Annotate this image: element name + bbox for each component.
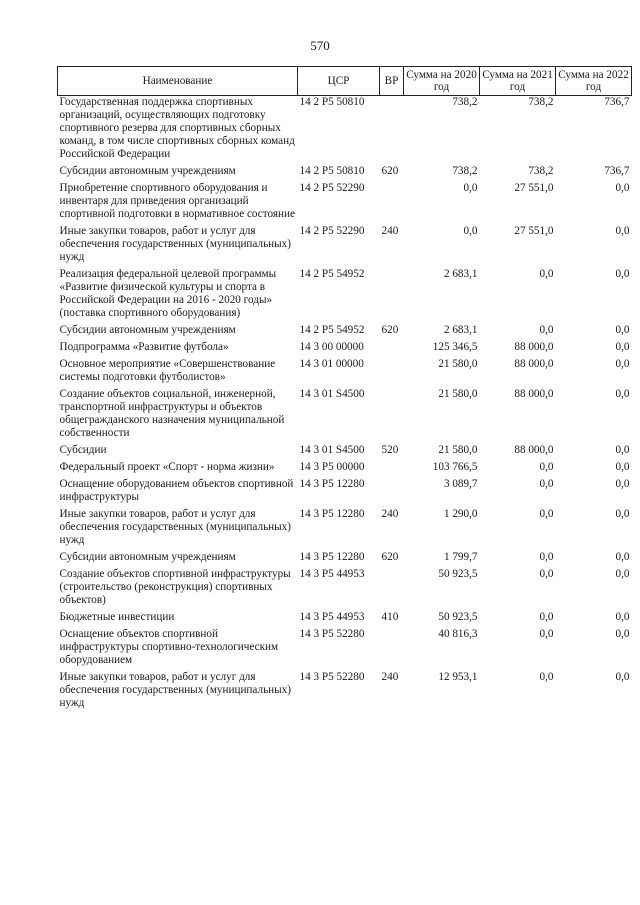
row-name: Оснащение объектов спортивной инфраструктуры спортивно-технологическим оборудованием	[59, 628, 279, 666]
row-vr: 240	[381, 508, 399, 520]
row-csr: 14 3 P5 52280	[299, 628, 365, 640]
row-vr: 520	[381, 444, 399, 456]
row-sum-2021: 88 000,0	[514, 388, 554, 400]
row-vr: 620	[381, 324, 399, 336]
row-csr: 14 3 P5 44953	[299, 611, 365, 623]
row-sum-2021: 0,0	[539, 461, 554, 473]
row-sum-2021: 88 000,0	[514, 358, 554, 370]
row-csr: 14 3 00 00000	[299, 341, 364, 353]
table-row	[58, 671, 632, 714]
row-sum-2021: 0,0	[539, 324, 554, 336]
row-sum-2020: 50 923,5	[438, 611, 478, 623]
row-csr: 14 3 P5 12280	[299, 508, 365, 520]
table-body	[58, 96, 632, 715]
table-header-row	[58, 67, 632, 96]
row-name: Подпрограмма «Развитие футбола»	[59, 341, 229, 353]
row-sum-2022: 0,0	[615, 444, 630, 456]
row-sum-2021: 738,2	[528, 165, 554, 177]
row-sum-2021: 0,0	[539, 508, 554, 520]
table-row	[58, 444, 632, 461]
table-row	[58, 358, 632, 388]
row-sum-2021: 738,2	[528, 96, 554, 108]
row-sum-2022: 0,0	[615, 508, 630, 520]
table-row	[58, 96, 632, 166]
row-sum-2020: 21 580,0	[438, 444, 478, 456]
row-name: Создание объектов спортивной инфраструктуры (строительство (реконструкция) спортивных объектов)	[59, 568, 291, 606]
row-name: Субсидии автономным учреждениям	[59, 165, 236, 177]
row-vr	[380, 628, 404, 671]
row-sum-2020: 0,0	[463, 225, 478, 237]
table-row	[58, 388, 632, 444]
row-name: Субсидии автономным учреждениям	[59, 551, 236, 563]
row-sum-2022: 0,0	[615, 324, 630, 336]
row-sum-2022: 0,0	[615, 628, 630, 640]
row-sum-2021: 0,0	[539, 551, 554, 563]
row-vr	[380, 388, 404, 444]
row-sum-2020: 738,2	[452, 96, 478, 108]
row-sum-2022: 0,0	[615, 478, 630, 490]
table-row	[58, 324, 632, 341]
row-csr: 14 2 P5 52290	[299, 225, 365, 237]
table-row	[58, 225, 632, 268]
row-csr: 14 3 01 S4500	[299, 388, 365, 400]
row-sum-2022: 0,0	[615, 341, 630, 353]
row-sum-2021: 0,0	[539, 671, 554, 683]
row-sum-2020: 0,0	[463, 182, 478, 194]
row-vr: 620	[381, 551, 399, 563]
header-csr: ЦСР	[298, 67, 380, 96]
row-sum-2020: 40 816,3	[438, 628, 478, 640]
row-csr: 14 3 P5 52280	[299, 671, 365, 683]
row-vr: 410	[381, 611, 399, 623]
table-row	[58, 478, 632, 508]
row-sum-2022: 0,0	[615, 611, 630, 623]
row-name: Государственная поддержка спортивных организаций, осуществляющих подготовку спортивного резерва для спортивных сборных команд, в том числе спортивных сборных команд Российской Федерации	[59, 96, 295, 160]
row-vr	[380, 568, 404, 611]
row-vr	[380, 96, 404, 166]
table-row	[58, 611, 632, 628]
row-name: Создание объектов социальной, инженерной, транспортной инфраструктуры и объектов общегражданского назначения муниципальной собственности	[59, 388, 285, 439]
header-2020: Сумма на 2020 год	[404, 67, 480, 96]
row-csr: 14 2 P5 52290	[299, 182, 365, 194]
row-sum-2022: 0,0	[615, 358, 630, 370]
row-name: Субсидии автономным учреждениям	[59, 324, 236, 336]
row-sum-2020: 50 923,5	[438, 568, 478, 580]
row-sum-2020: 2 683,1	[443, 324, 478, 336]
row-csr: 14 3 P5 12280	[299, 551, 365, 563]
table-row	[58, 341, 632, 358]
table-row	[58, 508, 632, 551]
row-vr	[380, 268, 404, 324]
header-2021: Сумма на 2021 год	[480, 67, 556, 96]
row-name: Основное мероприятие «Совершенствование системы подготовки футболистов»	[59, 358, 276, 383]
row-vr	[380, 358, 404, 388]
table-row	[58, 628, 632, 671]
header-vr: ВР	[380, 67, 404, 96]
row-sum-2021: 88 000,0	[514, 341, 554, 353]
row-csr: 14 2 P5 54952	[299, 268, 365, 280]
header-2022: Сумма на 2022 год	[556, 67, 632, 96]
row-sum-2020: 1 290,0	[443, 508, 478, 520]
row-sum-2020: 103 766,5	[432, 461, 478, 473]
budget-table	[57, 66, 632, 714]
table-row	[58, 165, 632, 182]
row-sum-2020: 1 799,7	[443, 551, 478, 563]
row-csr: 14 2 P5 50810	[299, 96, 365, 108]
row-name: Приобретение спортивного оборудования и инвентаря для приведения организаций спортивной подготовки в нормативное состояние	[59, 182, 295, 220]
row-name: Бюджетные инвестиции	[59, 611, 175, 623]
row-sum-2021: 0,0	[539, 568, 554, 580]
page-number: 570	[310, 38, 330, 53]
row-sum-2021: 88 000,0	[514, 444, 554, 456]
row-sum-2021: 0,0	[539, 611, 554, 623]
row-csr: 14 3 01 00000	[299, 358, 364, 370]
row-sum-2021: 27 551,0	[514, 182, 554, 194]
row-sum-2022: 0,0	[615, 268, 630, 280]
row-sum-2022: 0,0	[615, 551, 630, 563]
row-vr: 620	[381, 165, 399, 177]
table-row	[58, 568, 632, 611]
row-sum-2020: 125 346,5	[432, 341, 478, 353]
row-vr	[380, 478, 404, 508]
row-sum-2020: 12 953,1	[438, 671, 478, 683]
row-sum-2022: 0,0	[615, 225, 630, 237]
row-name: Федеральный проект «Спорт - норма жизни»	[59, 461, 275, 473]
row-sum-2022: 736,7	[604, 96, 630, 108]
row-name: Субсидии	[59, 444, 107, 456]
row-sum-2022: 0,0	[615, 671, 630, 683]
row-csr: 14 3 01 S4500	[299, 444, 365, 456]
row-sum-2020: 2 683,1	[443, 268, 478, 280]
row-sum-2020: 21 580,0	[438, 388, 478, 400]
row-name: Реализация федеральной целевой программы «Развитие физической культуры и спорта в Российской Федерации на 2016 - 2020 годы» (поставка спортивного оборудования)	[59, 268, 277, 319]
row-sum-2022: 0,0	[615, 388, 630, 400]
table-row	[58, 268, 632, 324]
row-sum-2021: 0,0	[539, 478, 554, 490]
row-csr: 14 3 P5 00000	[299, 461, 365, 473]
row-csr: 14 2 P5 50810	[299, 165, 365, 177]
row-sum-2020: 3 089,7	[443, 478, 478, 490]
row-vr	[380, 461, 404, 478]
row-vr	[380, 182, 404, 225]
row-name: Оснащение оборудованием объектов спортивной инфраструктуры	[59, 478, 294, 503]
row-sum-2020: 738,2	[452, 165, 478, 177]
table-row	[58, 182, 632, 225]
row-sum-2022: 0,0	[615, 461, 630, 473]
row-vr	[380, 341, 404, 358]
row-sum-2021: 0,0	[539, 268, 554, 280]
row-csr: 14 3 P5 44953	[299, 568, 365, 580]
row-sum-2022: 0,0	[615, 568, 630, 580]
row-sum-2022: 736,7	[604, 165, 630, 177]
row-vr: 240	[381, 671, 399, 683]
row-sum-2022: 0,0	[615, 182, 630, 194]
row-name: Иные закупки товаров, работ и услуг для обеспечения государственных (муниципальных) нужд	[59, 508, 291, 546]
table-row	[58, 461, 632, 478]
row-csr: 14 2 P5 54952	[299, 324, 365, 336]
row-csr: 14 3 P5 12280	[299, 478, 365, 490]
row-name: Иные закупки товаров, работ и услуг для обеспечения государственных (муниципальных) нужд	[59, 225, 291, 263]
row-name: Иные закупки товаров, работ и услуг для обеспечения государственных (муниципальных) нужд	[59, 671, 291, 709]
table-row	[58, 551, 632, 568]
row-vr: 240	[381, 225, 399, 237]
row-sum-2021: 0,0	[539, 628, 554, 640]
row-sum-2021: 27 551,0	[514, 225, 554, 237]
header-name: Наименование	[58, 67, 298, 96]
row-sum-2020: 21 580,0	[438, 358, 478, 370]
